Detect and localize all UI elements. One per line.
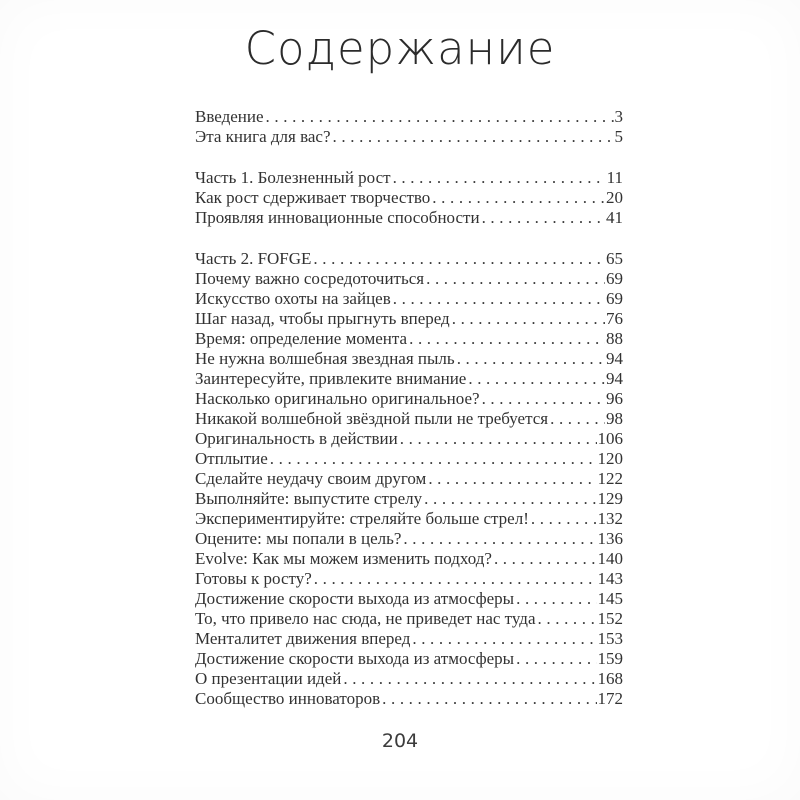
- dot-leader: [270, 449, 597, 469]
- toc-entry-label: Время: определение момента: [195, 329, 408, 348]
- toc-entry-label: Эта книга для вас?: [195, 127, 331, 146]
- toc-entry: [195, 509, 623, 529]
- toc-entry-page: 94: [606, 349, 623, 368]
- dot-leader: [343, 669, 596, 689]
- dot-leader: [424, 489, 596, 509]
- toc-entry: [195, 168, 623, 188]
- toc-entry-page: 152: [597, 609, 623, 628]
- toc-entry: [195, 669, 623, 689]
- toc-entry: [195, 208, 623, 228]
- toc-entry-label: Evolve: Как мы можем изменить подход?: [195, 549, 492, 568]
- toc-entry: [195, 529, 623, 549]
- toc-entry-page: 3: [614, 107, 623, 126]
- toc-entry-page: 65: [606, 249, 623, 268]
- dot-leader: [412, 629, 596, 649]
- toc-entry: [195, 629, 623, 649]
- toc-entry-label: Насколько оригинально оригинальное?: [195, 389, 480, 408]
- toc-entry-page: 5: [614, 127, 623, 146]
- toc-entry-page: 94: [606, 369, 623, 388]
- dot-leader: [333, 127, 614, 147]
- toc-entry-label: Проявляя инновационные способности: [195, 208, 480, 227]
- toc-entry-page: 168: [597, 669, 623, 688]
- toc-entry-label: Достижение скорости выхода из атмосферы: [195, 649, 515, 668]
- toc-entry-label: Почему важно сосредоточиться: [195, 269, 425, 288]
- toc-entry-label: Готовы к росту?: [195, 569, 312, 588]
- toc-entry-page: 69: [606, 269, 623, 288]
- toc-entry: [195, 569, 623, 589]
- dot-leader: [457, 349, 605, 369]
- dot-leader: [531, 509, 597, 529]
- toc-entry: [195, 289, 623, 309]
- toc-entry-label: Часть 2. FOFGE: [195, 249, 312, 268]
- dot-leader: [393, 168, 606, 188]
- dot-leader: [482, 389, 605, 409]
- toc-entry: [195, 269, 623, 289]
- dot-leader: [426, 269, 605, 289]
- toc-entry-page: 140: [597, 549, 623, 568]
- toc-entry: [195, 649, 623, 669]
- dot-leader: [314, 569, 597, 589]
- toc-entry-label: Введение: [195, 107, 264, 126]
- toc-entry-label: Оригинальность в действии: [195, 429, 398, 448]
- toc-entry-page: 129: [597, 489, 623, 508]
- toc-entry-page: 106: [597, 429, 623, 448]
- toc-entry-label: Заинтересуйте, привлеките внимание: [195, 369, 467, 388]
- toc-entry: [195, 389, 623, 409]
- toc-entry-page: 88: [606, 329, 623, 348]
- toc-entry-page: 20: [606, 188, 623, 207]
- dot-leader: [538, 609, 597, 629]
- toc-entry-page: 41: [606, 208, 623, 227]
- dot-leader: [409, 329, 605, 349]
- toc-entry: [195, 188, 623, 208]
- toc-entry: [195, 449, 623, 469]
- dot-leader: [550, 409, 605, 429]
- dot-leader: [452, 309, 605, 329]
- toc-entry-page: 120: [597, 449, 623, 468]
- toc-entry-label: Сделайте неудачу своим другом: [195, 469, 427, 488]
- dot-leader: [428, 469, 596, 489]
- toc-entry-page: 11: [606, 168, 623, 187]
- dot-leader: [382, 689, 596, 709]
- toc-entry-label: О презентации идей: [195, 669, 342, 688]
- toc-entry-label: Шаг назад, чтобы прыгнуть вперед: [195, 309, 450, 328]
- toc-entry: [195, 107, 623, 127]
- toc-entry-label: Никакой волшебной звёздной пыли не требуется: [195, 409, 549, 428]
- toc-entry-label: Не нужна волшебная звездная пыль: [195, 349, 455, 368]
- toc-entry-label: То, что привело нас сюда, не приведет нас туда: [195, 609, 536, 628]
- toc-entry: [195, 369, 623, 389]
- dot-leader: [468, 369, 605, 389]
- toc-entry-label: Достижение скорости выхода из атмосферы: [195, 589, 515, 608]
- toc-entry: [195, 589, 623, 609]
- toc-entry: [195, 349, 623, 369]
- dot-leader: [494, 549, 597, 569]
- footer-page-number: 204: [381, 730, 419, 752]
- dot-leader: [482, 208, 605, 228]
- toc-entry-page: 122: [597, 469, 623, 488]
- dot-leader: [266, 107, 614, 127]
- toc-entry-page: 69: [606, 289, 623, 308]
- toc-entry-label: Отплытие: [195, 449, 268, 468]
- toc-entry-page: 132: [597, 509, 623, 528]
- toc-entry-label: Как рост сдерживает творчество: [195, 188, 431, 207]
- dot-leader: [313, 249, 605, 269]
- toc-list: [195, 107, 623, 709]
- toc-entry: [195, 127, 623, 147]
- toc-entry-label: Оцените: мы попали в цель?: [195, 529, 402, 548]
- toc-entry-page: 96: [606, 389, 623, 408]
- toc-entry: [195, 489, 623, 509]
- toc-entry-label: Экспериментируйте: стреляйте больше стрел!: [195, 509, 529, 528]
- toc-entry-page: 98: [606, 409, 623, 428]
- page-title: Содержание: [244, 22, 556, 75]
- toc-entry: [195, 609, 623, 629]
- toc-entry: [195, 309, 623, 329]
- toc-entry-label: Искусство охоты на зайцев: [195, 289, 391, 308]
- dot-leader: [403, 529, 596, 549]
- toc-entry: [195, 409, 623, 429]
- toc-group-spacer: [195, 147, 623, 168]
- toc-entry-label: Выполняйте: выпустите стрелу: [195, 489, 423, 508]
- toc-entry: [195, 329, 623, 349]
- toc-entry-label: Часть 1. Болезненный рост: [195, 168, 391, 187]
- toc-entry-page: 136: [597, 529, 623, 548]
- toc-entry: [195, 429, 623, 449]
- dot-leader: [432, 188, 605, 208]
- toc-entry-page: 143: [597, 569, 623, 588]
- toc-entry: [195, 249, 623, 269]
- dot-leader: [393, 289, 605, 309]
- dot-leader: [400, 429, 597, 449]
- toc-entry-page: 153: [597, 629, 623, 648]
- toc-entry-label: Менталитет движения вперед: [195, 629, 411, 648]
- toc-entry-label: Сообщество инноваторов: [195, 689, 381, 708]
- toc-entry: [195, 469, 623, 489]
- toc-entry: [195, 689, 623, 709]
- toc-entry-page: 76: [606, 309, 623, 328]
- dot-leader: [516, 589, 596, 609]
- toc-entry: [195, 549, 623, 569]
- dot-leader: [516, 649, 596, 669]
- toc-entry-page: 172: [597, 689, 623, 708]
- toc-group-spacer: [195, 228, 623, 249]
- toc-entry-page: 145: [597, 589, 623, 608]
- toc-entry-page: 159: [597, 649, 623, 668]
